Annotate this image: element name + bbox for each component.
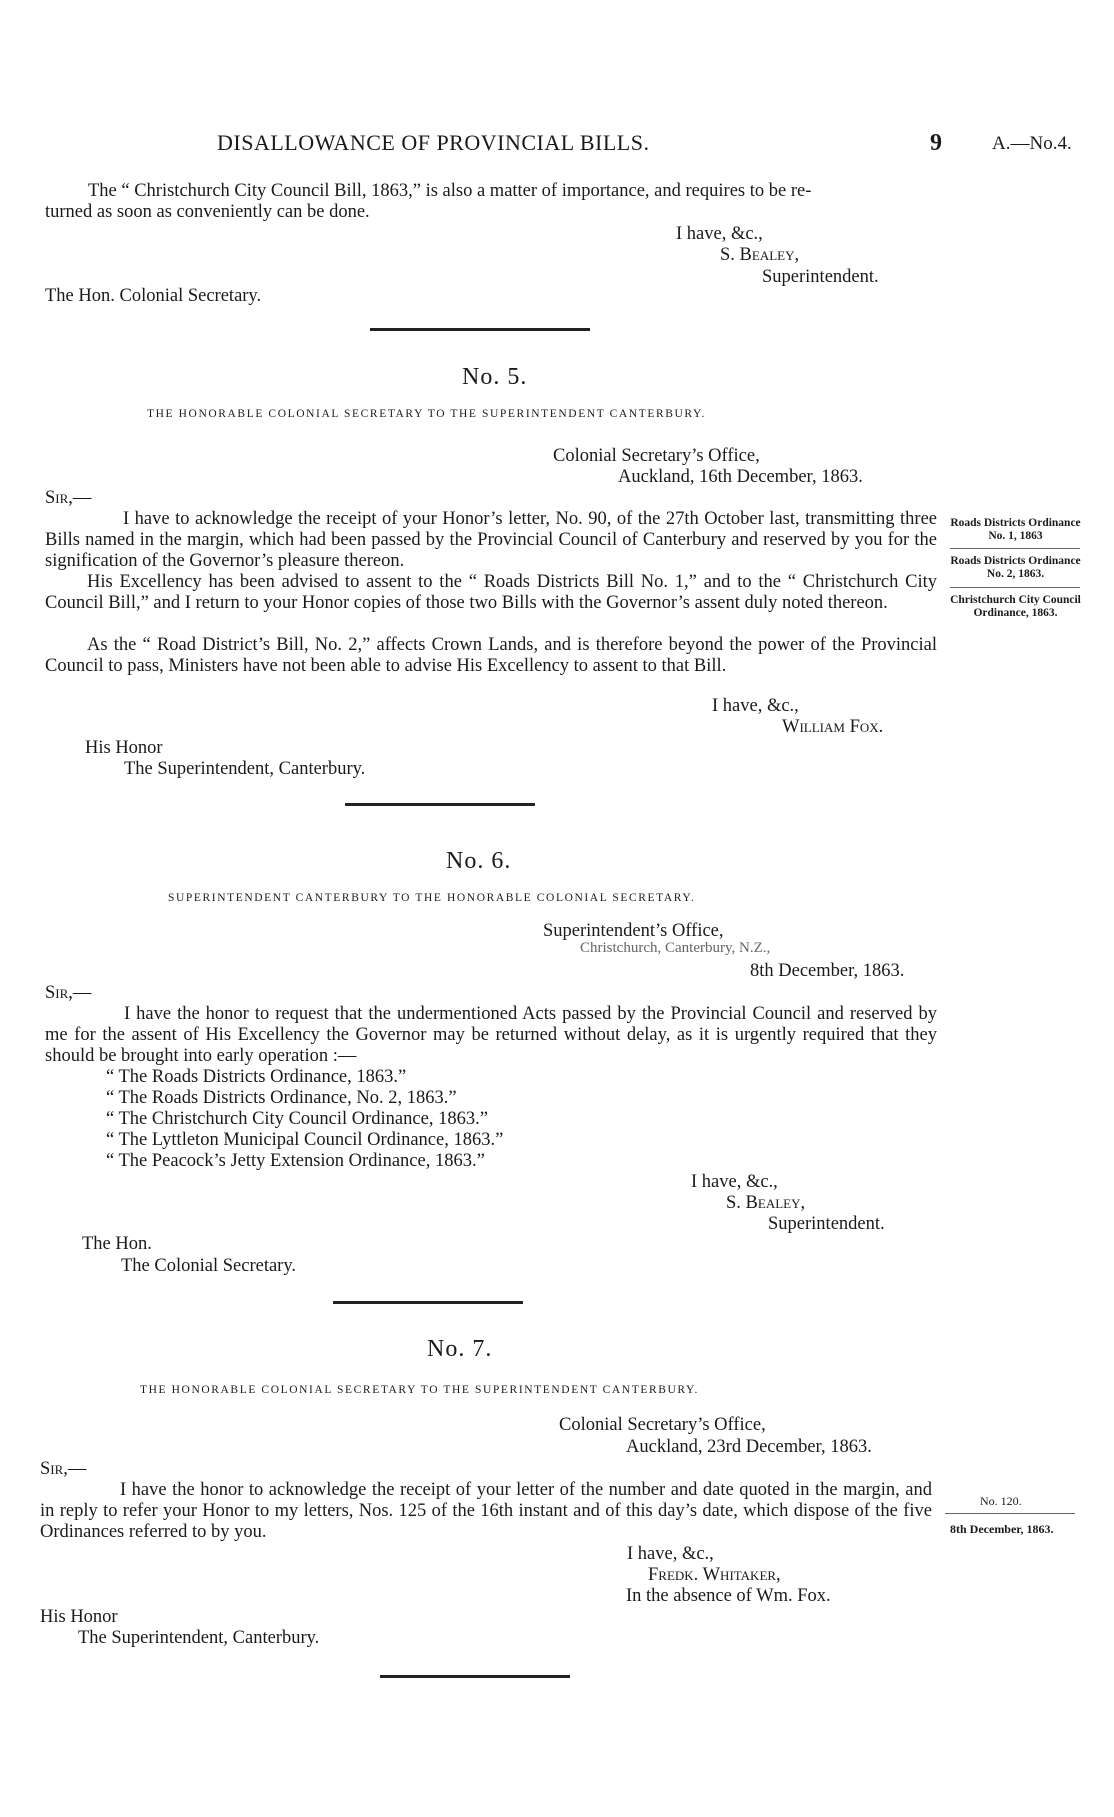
margin-note-christchurch: Christchurch City Council Ordinance, 1863. (950, 594, 1081, 619)
letter-5-heading: No. 5. (462, 364, 528, 390)
letter-5-closing: I have, &c., (712, 696, 799, 716)
letter-5-office: Colonial Secretary’s Office, (553, 446, 760, 466)
letter-5-addressee-line1: His Honor (85, 738, 163, 758)
letter-5-paragraph-1: I have to acknowledge the receipt of your Honor’s letter, No. 90, of the 27th October last, transmitting three Bills named in the margin, which had been passed by the Provincial Council of Canterbury and reserved by you for the signification of the Governor’s pleasure thereon. (45, 509, 937, 571)
letter-6-item: “ The Peacock’s Jetty Extension Ordinance, 1863.” (106, 1151, 485, 1171)
letter-7-paragraph-1: I have the honor to acknowledge the receipt of your letter of the number and date quoted in the margin, and in reply to refer your Honor to my letters, Nos. 125 of the 16th instant and of this day’s date, which dispose of the five Ordinances referred to by you. (40, 1480, 932, 1542)
letter-5-salutation: Sir,— (45, 488, 92, 508)
letter-5-subheading: THE HONORABLE COLONIAL SECRETARY TO THE SUPERINTENDENT CANTERBURY. (147, 408, 706, 420)
margin-divider (950, 548, 1080, 549)
letter-6-signer: S. Bealey, (726, 1193, 806, 1213)
section-divider (380, 1675, 570, 1678)
letter-5-paragraph-3: As the “ Road District’s Bill, No. 2,” affects Crown Lands, and is therefore beyond the power of the Provincial Council to pass, Ministers have not been able to advise His Excellency to assent to that Bill. (45, 635, 937, 676)
letter-5-place-date: Auckland, 16th December, 1863. (618, 467, 863, 487)
letter-7-place-date: Auckland, 23rd December, 1863. (626, 1437, 872, 1457)
top-paragraph-line1: The “ Christchurch City Council Bill, 1863,” is also a matter of importance, and requires to be re- (88, 181, 812, 201)
letter-6-paragraph-1: I have the honor to request that the undermentioned Acts passed by the Provincial Council and reserved by me for the assent of His Excellency the Governor may be returned without delay, as it is urgently required that they should be brought into early operation :— (45, 1004, 937, 1066)
section-divider (345, 803, 535, 806)
top-signer: S. Bealey, (720, 245, 800, 265)
top-closing: I have, &c., (676, 224, 763, 244)
letter-7-signer: Fredk. Whitaker, (648, 1565, 781, 1585)
page-number: 9 (930, 130, 942, 156)
letter-6-heading: No. 6. (446, 848, 512, 874)
running-title: DISALLOWANCE OF PROVINCIAL BILLS. (217, 130, 650, 155)
letter-6-addressee-line1: The Hon. (82, 1234, 152, 1254)
letter-7-addressee-line2: The Superintendent, Canterbury. (78, 1628, 320, 1648)
letter-7-heading: No. 7. (427, 1336, 493, 1362)
letter-5-addressee-line2: The Superintendent, Canterbury. (124, 759, 366, 779)
top-addressee: The Hon. Colonial Secretary. (45, 286, 262, 306)
margin-divider (950, 587, 1080, 588)
letter-6-subheading: SUPERINTENDENT CANTERBURY TO THE HONORABLE COLONIAL SECRETARY. (168, 892, 696, 904)
margin-note-roads-2: Roads Districts Ordinance No. 2, 1863. (950, 555, 1081, 580)
top-paragraph-line2: turned as soon as conveniently can be done. (45, 202, 370, 222)
letter-5-signer: William Fox. (782, 717, 884, 737)
letter-7-salutation: Sir,— (40, 1459, 87, 1479)
letter-7-office: Colonial Secretary’s Office, (559, 1415, 766, 1435)
letter-7-closing: I have, &c., (627, 1544, 714, 1564)
letter-5-paragraph-2: His Excellency has been advised to assent to the “ Roads Districts Bill No. 1,” and to the “ Christchurch City Council Bill,” and I return to your Honor copies of those two Bills with the Governor’s assent duly noted thereon. (45, 572, 937, 613)
margin-divider (945, 1513, 1075, 1514)
letter-6-closing: I have, &c., (691, 1172, 778, 1192)
letter-6-item: “ The Roads Districts Ordinance, No. 2, 1863.” (106, 1088, 457, 1108)
margin-note-date: 8th December, 1863. (950, 1522, 1054, 1536)
letter-6-place: Christchurch, Canterbury, N.Z., (580, 940, 771, 956)
letter-6-item: “ The Lyttleton Municipal Council Ordinance, 1863.” (106, 1130, 504, 1150)
section-divider (370, 328, 590, 331)
margin-note-number: No. 120. (980, 1494, 1022, 1508)
letter-6-item: “ The Roads Districts Ordinance, 1863.” (106, 1067, 407, 1087)
margin-note-roads-1: Roads Districts Ordinance No. 1, 1863 (950, 517, 1081, 542)
letter-7-subheading: THE HONORABLE COLONIAL SECRETARY TO THE SUPERINTENDENT CANTERBURY. (140, 1384, 699, 1396)
letter-7-addressee-line1: His Honor (40, 1607, 118, 1627)
letter-6-salutation: Sir,— (45, 983, 92, 1003)
letter-6-addressee-line2: The Colonial Secretary. (121, 1256, 297, 1276)
letter-6-date: 8th December, 1863. (750, 961, 905, 981)
letter-6-signer-title: Superintendent. (768, 1214, 885, 1234)
document-reference: A.—No.4. (992, 133, 1072, 154)
letter-6-item: “ The Christchurch City Council Ordinance, 1863.” (106, 1109, 488, 1129)
section-divider (333, 1301, 523, 1304)
letter-6-office: Superintendent’s Office, (543, 921, 724, 941)
top-signer-title: Superintendent. (762, 267, 879, 287)
letter-7-signer-note: In the absence of Wm. Fox. (626, 1586, 831, 1606)
